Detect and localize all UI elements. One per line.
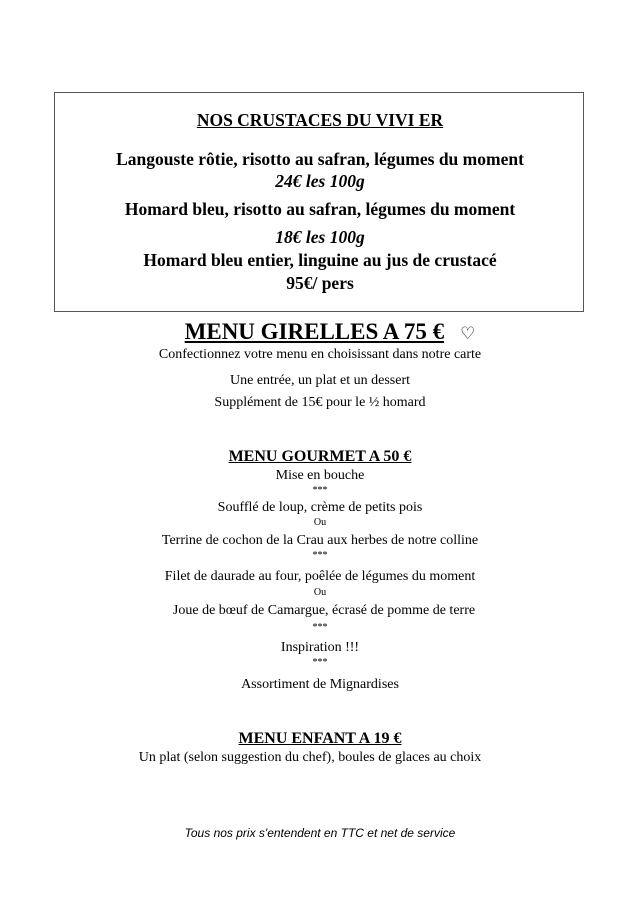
- gourmet-line: Assortiment de Mignardises: [241, 677, 399, 692]
- crustace-item-price: 24€ les 100g: [275, 171, 365, 191]
- crustace-item-price: 95€/ pers: [286, 273, 354, 293]
- crustace-item-price: 18€ les 100g: [275, 227, 365, 247]
- girelles-line: Une entrée, un plat et un dessert: [230, 373, 410, 388]
- girelles-title: MENU GIRELLES A 75 €: [184, 319, 445, 344]
- gourmet-line: Terrine de cochon de la Crau aux herbes de notre colline: [161, 533, 479, 548]
- separator: ***: [312, 550, 328, 561]
- gourmet-line: Filet de daurade au four, poêlée de légumes du moment: [164, 569, 476, 584]
- girelles-line: Supplément de 15€ pour le ½ homard: [214, 395, 426, 410]
- crustace-item-name: Langouste rôtie, risotto au safran, légumes du moment: [116, 149, 524, 169]
- girelles-heading: [0, 318, 640, 348]
- girelles-line: Confectionnez votre menu en choisissant dans notre carte: [158, 347, 482, 362]
- footer-note: Tous nos prix s'entendent en TTC et net de service: [184, 826, 456, 840]
- separator: ***: [312, 485, 328, 496]
- gourmet-line: Soufflé de loup, crème de petits pois: [217, 500, 423, 515]
- separator: ***: [312, 622, 328, 633]
- or-label: Ou: [313, 587, 327, 598]
- enfant-line: Un plat (selon suggestion du chef), boules de glaces au choix: [138, 750, 482, 765]
- or-label: Ou: [313, 517, 327, 528]
- gourmet-title: MENU GOURMET A 50 €: [228, 448, 412, 465]
- enfant-title: MENU ENFANT A 19 €: [238, 730, 402, 747]
- crustace-item-name: Homard bleu entier, linguine au jus de crustacé: [143, 250, 497, 270]
- gourmet-line: Inspiration !!!: [280, 640, 360, 655]
- separator: ***: [312, 657, 328, 668]
- crustaces-title: NOS CRUSTACES DU VIVI ER: [196, 110, 444, 130]
- gourmet-line: Mise en bouche: [275, 468, 365, 483]
- crustace-item-name: Homard bleu, risotto au safran, légumes du moment: [124, 199, 516, 219]
- gourmet-line: Joue de bœuf de Camargue, écrasé de pomme de terre: [172, 603, 476, 618]
- heart-outline-icon: ♡: [460, 324, 476, 343]
